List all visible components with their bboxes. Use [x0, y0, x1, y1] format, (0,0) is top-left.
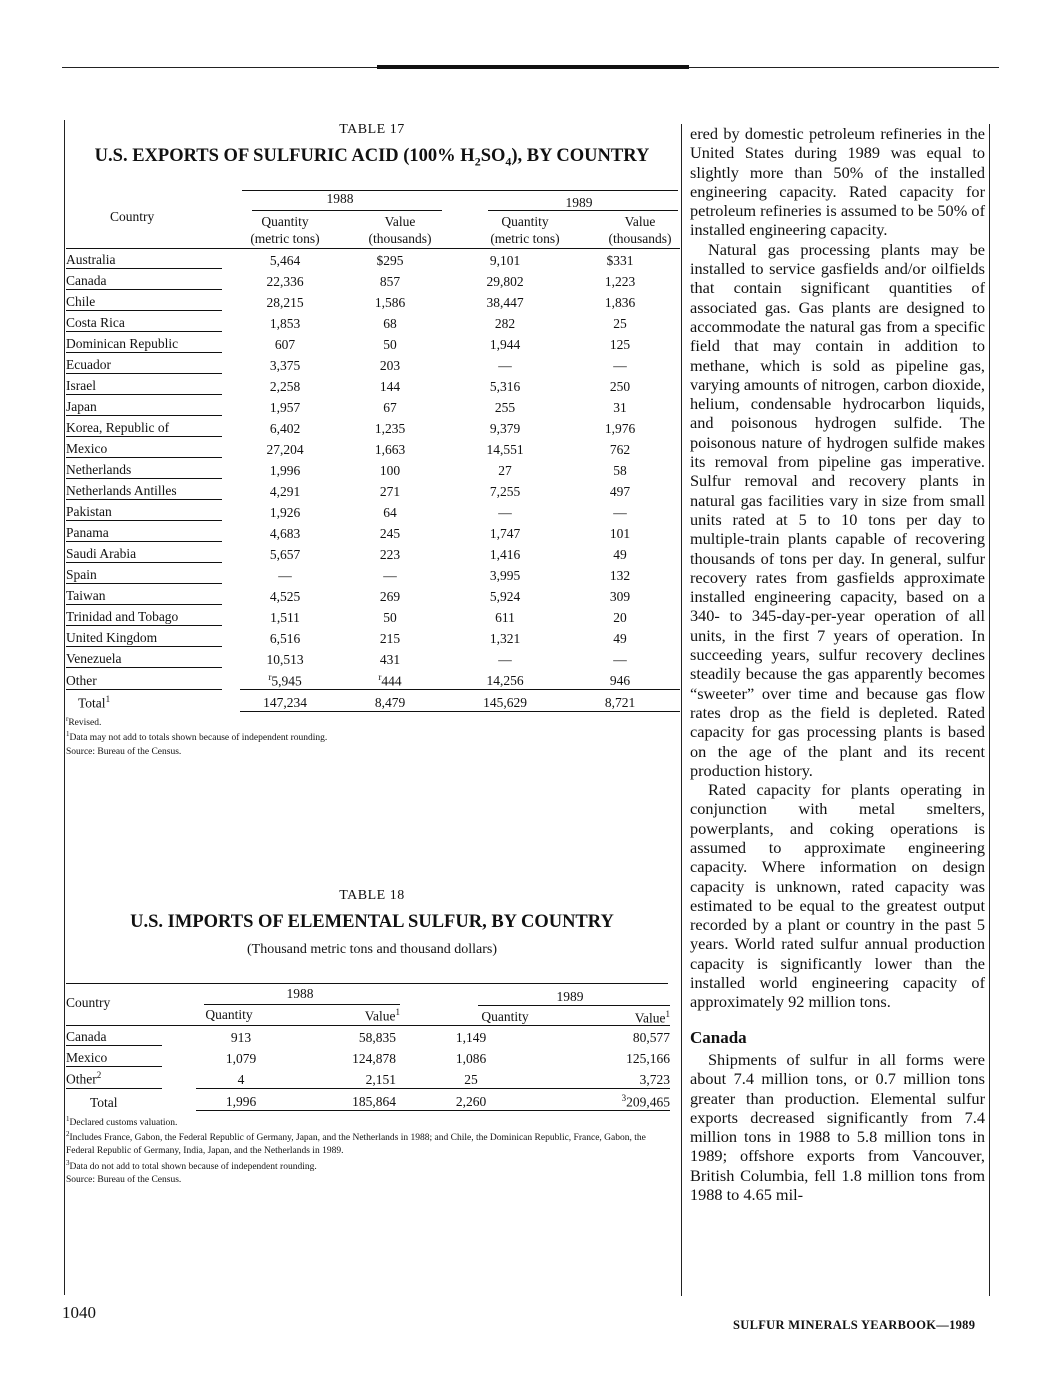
- quantity-1989-cell: 9,101: [489, 253, 521, 268]
- quantity-1988-cell: 1,853: [269, 316, 301, 331]
- total-quantity-1989: 145,629: [450, 690, 560, 712]
- table18-label: TABLE 18: [339, 888, 405, 903]
- quantity-1989-cell: 1,086: [455, 1051, 487, 1066]
- table-row: [66, 500, 680, 521]
- value-1988-cell: 1,663: [374, 442, 406, 457]
- value-1989-cell: 49: [613, 547, 627, 562]
- quantity-1988-cell: 913: [230, 1030, 252, 1045]
- value-1989-cell: 125,166: [626, 1051, 670, 1066]
- table-row: [66, 584, 680, 605]
- value-1988-cell: 271: [379, 484, 401, 499]
- value-1988-cell: 67: [383, 400, 397, 415]
- quantity-1988-cell: 6,402: [269, 421, 301, 436]
- value-1988-cell: 215: [379, 631, 401, 646]
- value-1989-cell: 49: [613, 631, 627, 646]
- table-row: [66, 269, 680, 290]
- quantity-1989-cell: 27: [498, 463, 512, 478]
- total-value-1989: $^3$209,465: [536, 1089, 670, 1111]
- country-cell: Netherlands Antilles: [66, 479, 240, 500]
- quantity-1988-cell: 5,464: [269, 253, 301, 268]
- quantity-1989-cell: 3,995: [489, 568, 521, 583]
- quantity-1989-cell: —: [498, 358, 512, 373]
- country-cell: Dominican Republic: [66, 332, 240, 353]
- table-row: [66, 374, 680, 395]
- quantity-1989-cell: 38,447: [486, 295, 524, 310]
- country-cell: Other: [66, 668, 240, 690]
- table17-col-val88: Value (thousands): [368, 214, 432, 246]
- table18-year1988: 1988: [286, 986, 314, 1001]
- country-cell: Trinidad and Tobago: [66, 605, 240, 626]
- value-1988-cell: 203: [379, 358, 401, 373]
- quantity-1988-cell: 1,996: [269, 463, 301, 478]
- quantity-1989-cell: —: [498, 652, 512, 667]
- value-1988-cell: 857: [379, 274, 401, 289]
- value-1988-cell: 2,151: [286, 1067, 406, 1089]
- quantity-1988-cell: 6,516: [269, 631, 301, 646]
- quantity-1988-cell: 5,657: [269, 547, 301, 562]
- table17-year1988: 1988: [326, 191, 354, 206]
- value-1988-cell: 64: [383, 505, 397, 520]
- quantity-1989-cell: 14,256: [450, 668, 560, 690]
- quantity-1989-cell: 5,924: [489, 589, 521, 604]
- value-1989-cell: 762: [609, 442, 631, 457]
- value-1988-cell: 50: [383, 610, 397, 625]
- paragraph-canada: Shipments of sulfur in all forms were about 7.4 million tons, or 0.7 million tons greater than production. Elemental sulfur exports decreased significantly from 7.4 million tons in 1988 to 5.8 million tons in 1989; offshore exports from Vancouver, British Columbia, fell 1.8 million tons from 1988 to 4.65 mil-: [690, 1049, 985, 1205]
- value-1988-cell: 431: [379, 652, 401, 667]
- value-1988-cell: 144: [379, 379, 401, 394]
- column-divider-line: [681, 124, 682, 1296]
- quantity-1988-cell: 1,079: [225, 1051, 257, 1066]
- table17-col-qty88: Quantity (metric tons): [250, 214, 320, 246]
- table17-col-country: Country: [110, 209, 155, 224]
- table-row: [66, 626, 680, 647]
- quantity-1989-cell: 14,551: [486, 442, 524, 457]
- total-quantity-1988: 147,234: [240, 690, 330, 712]
- paragraph-gas-plants: Natural gas processing plants may be installed to service gasfields and/or oilfields that contain significant quantities of associated gas. Gas plants are designed to accommodate the natural gas from a specific field that may contain in addition to methane, which is sold as pipeline gas, varying amounts of nitrogen, carbon dioxide, helium, condensable hydrocarbon liquids, and poisonous hydrogen sulfide. The poisonous nature of hydrogen sulfide makes its removal from pipeline gas imperative. Sulfur removal and recovery plants in natural gas facilities vary in size from small units rated at 5 to 10 tons per day to multiple-train plants capable of recovering thousands of tons per day. In general, sulfur recovery rates from gasfields approximate installed engineering capacity, based on a 340- to 345-day-per-year operation of all units, in the first 7 years of operation. In succeeding years, sulfur recovery declines steadily because the gas apparently becomes “sweeter” over time and because gas flow rates drop as the field is depleted. Rated capacity for gas processing plants is based on the age of the plant and its recent production history.: [690, 239, 985, 780]
- quantity-1988-cell: $^r$5,945: [240, 668, 330, 690]
- quantity-1989-cell: 1,321: [489, 631, 521, 646]
- country-cell: Chile: [66, 290, 240, 311]
- value-1989-cell: 250: [609, 379, 631, 394]
- quantity-1988-cell: 1,926: [269, 505, 301, 520]
- quantity-1989-cell: 1,944: [489, 337, 521, 352]
- table18-year1989-rule: [478, 1005, 670, 1006]
- country-cell: United Kingdom: [66, 626, 240, 647]
- table17-note-revised: $^r$Revised.: [66, 715, 102, 729]
- value-1989-cell: 132: [609, 568, 631, 583]
- table-row: [66, 542, 680, 563]
- page-number: 1040: [62, 1303, 96, 1322]
- table-row: [66, 1067, 670, 1089]
- value-1988-cell: 1,586: [374, 295, 406, 310]
- country-cell: Netherlands: [66, 458, 240, 479]
- country-cell: Venezuela: [66, 647, 240, 668]
- running-title: SULFUR MINERALS YEARBOOK—1989: [733, 1318, 976, 1332]
- quantity-1988-cell: 2,258: [269, 379, 301, 394]
- quantity-1988-cell: 22,336: [266, 274, 304, 289]
- value-1988-cell: —: [383, 568, 397, 583]
- table18-col-val88: Value$^1$: [364, 1007, 400, 1024]
- country-cell: Spain: [66, 563, 240, 584]
- value-1988-cell: 245: [379, 526, 401, 541]
- value-1988-cell: $^r$444: [330, 668, 450, 690]
- table-row: [66, 563, 680, 584]
- value-1988-cell: 223: [379, 547, 401, 562]
- value-1989-cell: 1,976: [604, 421, 636, 436]
- total-value-1989: 8,721: [560, 690, 680, 712]
- left-border-line: [64, 120, 65, 1295]
- value-1989-cell: —: [613, 358, 627, 373]
- table17-body: [66, 248, 680, 712]
- table17-source: Source: Bureau of the Census.: [66, 747, 182, 757]
- value-1989-cell: 3,723: [536, 1067, 670, 1089]
- table-row: [66, 647, 680, 668]
- value-1989-cell: —: [613, 652, 627, 667]
- table-row: [66, 668, 680, 690]
- table-row: [66, 1046, 670, 1067]
- country-cell: Canada: [66, 269, 240, 290]
- total-row: [66, 1089, 670, 1111]
- quantity-1989-cell: 7,255: [489, 484, 521, 499]
- quantity-1988-cell: 1,957: [269, 400, 301, 415]
- quantity-1988-cell: —: [278, 568, 292, 583]
- top-rule-bold: [377, 65, 689, 69]
- table-row: [66, 458, 680, 479]
- table-row: [66, 605, 680, 626]
- country-cell: Australia: [66, 248, 240, 269]
- value-1989-cell: $331: [606, 253, 634, 268]
- value-1988-cell: 124,878: [352, 1051, 396, 1066]
- country-cell: Taiwan: [66, 584, 240, 605]
- quantity-1989-cell: 282: [494, 316, 516, 331]
- table-row: [66, 479, 680, 500]
- country-cell: Japan: [66, 395, 240, 416]
- value-1988-cell: 58,835: [358, 1030, 396, 1045]
- quantity-1988-cell: 10,513: [266, 652, 304, 667]
- quantity-1989-cell: —: [498, 505, 512, 520]
- table-row: [66, 521, 680, 542]
- value-1989-cell: 58: [613, 463, 627, 478]
- table-row: [66, 332, 680, 353]
- table17-year1989: 1989: [565, 195, 593, 210]
- table-row: [66, 290, 680, 311]
- value-1989-cell: 309: [609, 589, 631, 604]
- table18-note2: $^2$Includes France, Gabon, the Federal Republic of Germany, Japan, and the Netherlands in 1988; and Chile, the Dominican Republic, France, Gabon, the Federal Republic of Germany, India, Japan, and the Netherlands in 1989.: [66, 1130, 646, 1157]
- table-row: [66, 395, 680, 416]
- table18-col-qty89: Quantity: [481, 1009, 529, 1024]
- table-row: [66, 437, 680, 458]
- quantity-1988-cell: 4: [196, 1067, 286, 1089]
- table18-subtitle: (Thousand metric tons and thousand dollars): [246, 942, 497, 957]
- table18-top-rule: [66, 983, 668, 984]
- value-1988-cell: 269: [379, 589, 401, 604]
- table18-note1: $^1$Declared customs valuation.: [66, 1115, 178, 1129]
- table17-col-qty89: Quantity (metric tons): [490, 214, 560, 246]
- total-value-1988: 185,864: [286, 1089, 406, 1111]
- country-cell: Korea, Republic of: [66, 416, 240, 437]
- value-1988-cell: 50: [383, 337, 397, 352]
- value-1989-cell: 25: [613, 316, 627, 331]
- table18-body: [66, 1025, 670, 1111]
- value-1988-cell: 100: [379, 463, 401, 478]
- table18-source: Source: Bureau of the Census.: [66, 1175, 182, 1185]
- quantity-1988-cell: 4,525: [269, 589, 301, 604]
- value-1988-cell: 68: [383, 316, 397, 331]
- quantity-1989-cell: 25: [406, 1067, 536, 1089]
- right-border-line: [989, 124, 990, 1296]
- quantity-1989-cell: 5,316: [489, 379, 521, 394]
- country-cell: Canada: [66, 1025, 196, 1046]
- table17-label: TABLE 17: [339, 122, 405, 137]
- country-cell: Ecuador: [66, 353, 240, 374]
- quantity-1989-cell: 255: [494, 400, 516, 415]
- heading-canada: Canada: [690, 1027, 747, 1047]
- value-1988-cell: 1,235: [374, 421, 406, 436]
- value-1989-cell: 946: [560, 668, 680, 690]
- value-1989-cell: —: [613, 505, 627, 520]
- table17-year1989-rule: [488, 210, 678, 211]
- total-label: Total$^1$: [78, 694, 111, 711]
- quantity-1989-cell: 29,802: [486, 274, 524, 289]
- quantity-1988-cell: 28,215: [266, 295, 304, 310]
- table18-year1989: 1989: [556, 989, 584, 1004]
- total-quantity-1988: 1,996: [196, 1089, 286, 1111]
- value-1989-cell: 20: [613, 610, 627, 625]
- value-1988-cell: $295: [376, 253, 404, 268]
- quantity-1989-cell: 1,416: [489, 547, 521, 562]
- table-row: [66, 1025, 670, 1046]
- table18-col-country: Country: [66, 995, 111, 1010]
- total-quantity-1989: 2,260: [406, 1089, 536, 1111]
- quantity-1989-cell: 9,379: [489, 421, 521, 436]
- country-cell: Mexico: [66, 1046, 196, 1067]
- table18-note3: $^3$Data do not add to total shown because of independent rounding.: [66, 1159, 317, 1173]
- country-cell: Saudi Arabia: [66, 542, 240, 563]
- quantity-1989-cell: 1,747: [489, 526, 521, 541]
- quantity-1988-cell: 4,683: [269, 526, 301, 541]
- paragraph-refineries: ered by domestic petroleum refineries in the United States during 1989 was equal to slightly more than 50% of the installed engineering capacity. Rated capacity for petroleum refineries is assumed to be 50% of installed engineering capacity.: [690, 124, 985, 240]
- value-1989-cell: 31: [613, 400, 627, 415]
- value-1989-cell: 1,223: [604, 274, 636, 289]
- total-label: Total: [90, 1094, 118, 1110]
- table-row: [66, 416, 680, 437]
- quantity-1988-cell: 1,511: [270, 610, 300, 625]
- paragraph-rated-capacity: Rated capacity for plants operating in conjunction with metal smelters, powerplants, and coking operations is assumed to approximate engineering capacity. Where information on design capacity is unknown, rated capacity was estimated to be equal to the greatest output recorded by a plant or country in the past 5 years. World rated sulfur annual production capacity is significantly lower than the installed world engineering capacity of approximately 92 million tons.: [690, 780, 985, 1012]
- quantity-1988-cell: 607: [274, 337, 296, 352]
- table-row: [66, 248, 680, 269]
- table17-title: U.S. EXPORTS OF SULFURIC ACID (100% $H_2SO_4$), BY COUNTRY: [94, 146, 650, 169]
- value-1989-cell: 80,577: [632, 1030, 670, 1045]
- value-1989-cell: 1,836: [604, 295, 636, 310]
- value-1989-cell: 125: [609, 337, 631, 352]
- value-1989-cell: 497: [609, 484, 631, 499]
- country-cell: Israel: [66, 374, 240, 395]
- quantity-1988-cell: 3,375: [269, 358, 301, 373]
- table-row: [66, 311, 680, 332]
- total-row: [66, 690, 680, 712]
- table17-note1: $^1$Data may not add to totals shown because of independent rounding.: [66, 730, 328, 744]
- country-cell: Pakistan: [66, 500, 240, 521]
- country-cell: Panama: [66, 521, 240, 542]
- table17-col-val89: Value (thousands): [608, 214, 672, 246]
- table18-col-val89: Value$^1$: [634, 1009, 670, 1026]
- quantity-1988-cell: 4,291: [269, 484, 301, 499]
- country-cell: Mexico: [66, 437, 240, 458]
- country-cell: Other$^2$: [66, 1067, 196, 1089]
- table18-title: U.S. IMPORTS OF ELEMENTAL SULFUR, BY COUNTRY: [130, 912, 614, 932]
- quantity-1988-cell: 27,204: [266, 442, 304, 457]
- quantity-1989-cell: 1,149: [455, 1030, 487, 1045]
- total-value-1988: 8,479: [330, 690, 450, 712]
- country-cell: Costa Rica: [66, 311, 240, 332]
- body-text-column: [690, 124, 985, 1204]
- table17-year1988-rule: [252, 210, 442, 211]
- value-1989-cell: 101: [609, 526, 631, 541]
- quantity-1989-cell: 611: [495, 610, 515, 625]
- table18-col-qty88: Quantity: [205, 1007, 253, 1022]
- table18-year1988-rule: [204, 1004, 400, 1005]
- table-row: [66, 353, 680, 374]
